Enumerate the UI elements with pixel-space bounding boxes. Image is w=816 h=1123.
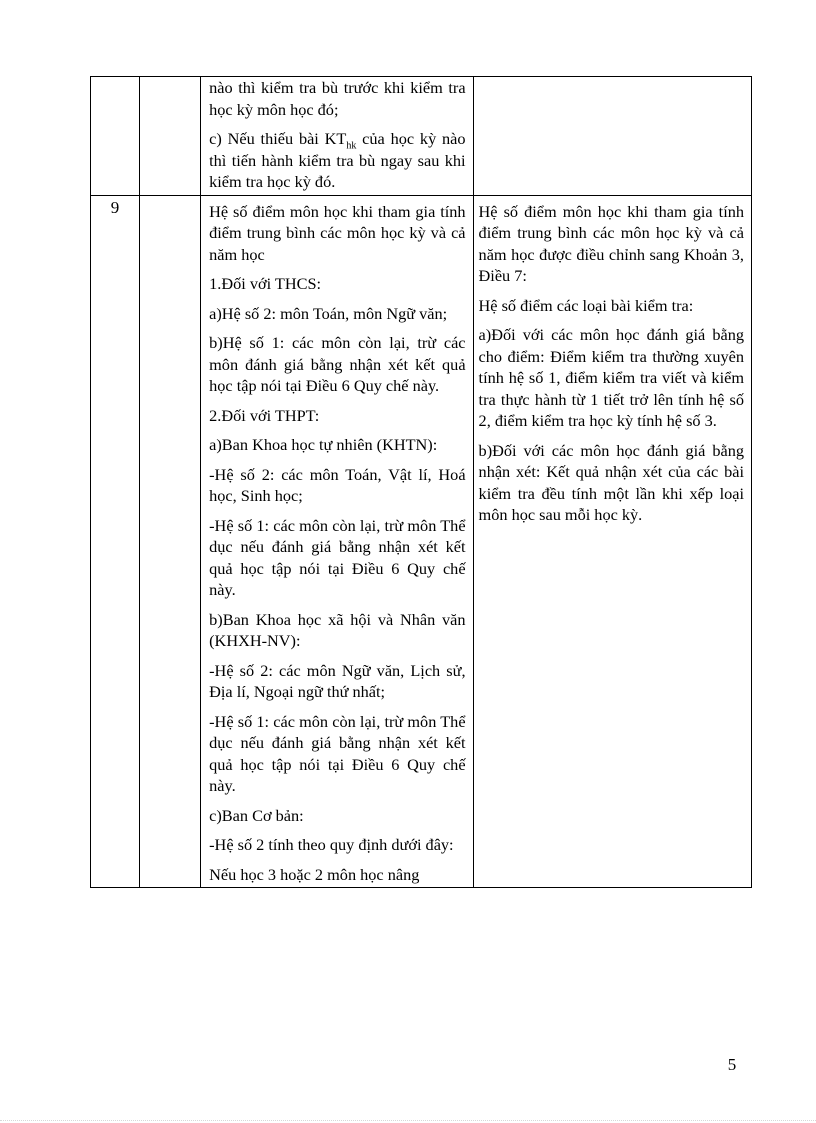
page-number: 5 — [727, 1055, 737, 1074]
paragraph: -Hệ số 2: các môn Ngữ văn, Lịch sử, Địa lí, Ngoại ngữ thứ nhất; — [209, 660, 466, 701]
current-regulation-cell — [201, 77, 473, 196]
text-segment: của học kỳ nào thì tiến hành kiểm tra bù ngay sau khi kiểm tra học kỳ đó. — [209, 129, 466, 191]
page-bottom-divider — [0, 1120, 816, 1121]
paragraph: -Hệ số 1: các môn còn lại, trừ môn Thể dục nếu đánh giá bằng nhận xét kết quả học tập nói tại Điều 6 Quy chế này. — [209, 711, 466, 795]
paragraph: a)Hệ số 2: môn Toán, môn Ngữ văn; — [209, 303, 448, 323]
amended-regulation-cell — [473, 195, 751, 888]
paragraph: Hệ số điểm môn học khi tham gia tính điểm trung bình các môn học kỳ và cả năm học được điều chỉnh sang Khoản 3, Điều 7: — [478, 201, 744, 285]
paragraph: 2.Đối với THPT: — [209, 405, 320, 425]
subscript: hk — [346, 140, 357, 152]
paragraph: a)Đối với các môn học đánh giá bằng cho điểm: Điểm kiểm tra thường xuyên tính hệ số 1, điểm kiểm tra viết và kiểm tra thực hành từ 1 tiết trở lên tính hệ số 2, điểm kiểm tra học kỳ tính hệ số 3. — [478, 325, 744, 430]
paragraph: -Hệ số 2 tính theo quy định dưới đây: — [209, 835, 454, 854]
paragraph: a)Ban Khoa học tự nhiên (KHTN): — [209, 435, 438, 454]
empty-cell — [140, 195, 201, 888]
paragraph: -Hệ số 1: các môn còn lại, trừ môn Thể dục nếu đánh giá bằng nhận xét kết quả học tập nói tại Điều 6 Quy chế này. — [209, 515, 466, 599]
paragraph: -Hệ số 2: các môn Toán, Vật lí, Hoá học, Sinh học; — [209, 464, 466, 505]
paragraph: nào thì kiểm tra bù trước khi kiểm tra học kỳ môn học đó; — [209, 78, 466, 119]
table-row — [91, 77, 752, 196]
row-number-cell — [91, 77, 140, 196]
paragraph — [209, 128, 465, 193]
current-regulation-cell — [201, 195, 473, 888]
paragraph: Nếu học 3 hoặc 2 môn học nâng — [209, 864, 420, 884]
paragraph: b)Ban Khoa học xã hội và Nhân văn (KHXH-NV): — [209, 609, 466, 650]
empty-cell — [140, 77, 201, 196]
paragraph — [474, 77, 751, 79]
paragraph: Hệ số điểm môn học khi tham gia tính điểm trung bình các môn học kỳ và cả năm học — [209, 201, 466, 264]
paragraph: Hệ số điểm các loại bài kiểm tra: — [478, 295, 694, 315]
row-number-cell — [91, 195, 140, 888]
paragraph: b)Hệ số 1: các môn còn lại, trừ các môn đánh giá bằng nhận xét kết quả học tập nói tại Điều 6 Quy chế này. — [209, 333, 466, 395]
row-number — [91, 77, 139, 78]
paragraph: 1.Đối với THCS: — [209, 274, 322, 293]
paragraph: b)Đối với các môn học đánh giá bằng nhận xét: Kết quả nhận xét của các bài kiểm tra đều tính một lần khi xếp loại môn học sau mỗi học kỳ. — [478, 440, 744, 524]
row-number: 9 — [110, 197, 120, 217]
regulation-comparison-table — [90, 76, 752, 888]
paragraph: c)Ban Cơ bản: — [209, 805, 304, 825]
amended-regulation-cell — [473, 77, 751, 196]
table-row — [91, 195, 752, 888]
text-segment: c) Nếu thiếu bài KT — [209, 129, 347, 148]
